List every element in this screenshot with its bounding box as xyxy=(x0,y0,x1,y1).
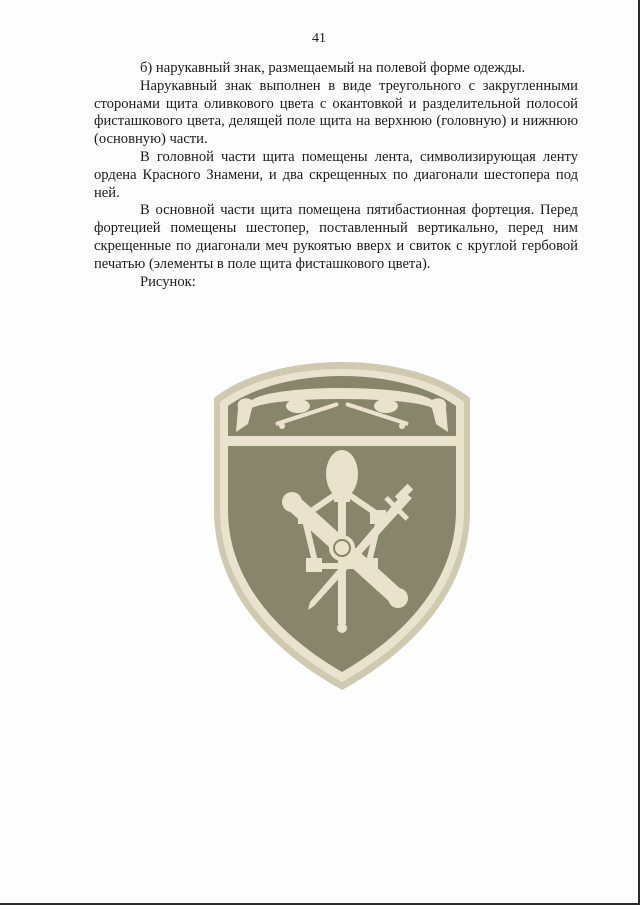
shield-emblem xyxy=(214,360,470,690)
sleeve-badge-image xyxy=(214,360,470,690)
paragraph-sleeve-badge: б) нарукавный знак, размещаемый на полевой форме одежды. xyxy=(140,60,526,76)
paragraph-head-part: В головной части щита помещены лента, символизирующая ленту ордена Красного Знамени, и два скрещенных по диагонали шестопера под ней. xyxy=(94,148,578,201)
text-block xyxy=(94,60,578,291)
figure-caption: Рисунок: xyxy=(140,273,196,290)
round-seal xyxy=(329,535,355,561)
page-number: 41 xyxy=(312,31,326,46)
paragraph-main-part: В основной части щита помещена пятибастионная фортеция. Перед фортецией помещены шестопер, поставленный вертикально, перед ним скрещенные по диагонали меч рукоятью вверх и свиток с круглой гербовой печатью (элементы в поле щита фисташкового цвета). xyxy=(94,202,578,272)
paragraph-shield-description: Нарукавный знак выполнен в виде треугольного с закругленными сторонами щита оливкового цвета с окантовкой и разделительной полосой фисташкового цвета, делящей поле щита на верхнюю (головную) и нижнюю (основную) части. xyxy=(94,77,578,148)
